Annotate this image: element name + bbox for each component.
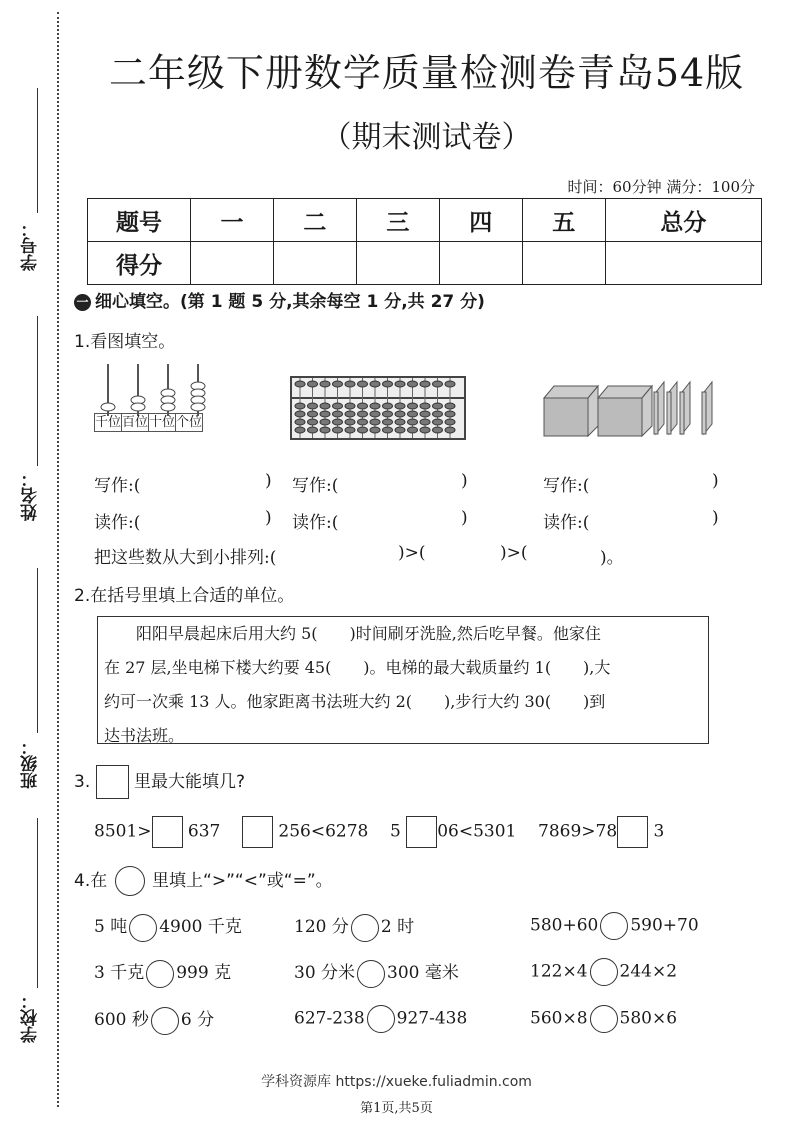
q2-line: 在 27 层,坐电梯下楼大约要 45( )。电梯的最大载质量约 1( ),大 — [104, 658, 611, 677]
q4-title — [74, 866, 333, 896]
write-blank-1[interactable]: 写作:( — [94, 476, 141, 496]
page-title: 二年级下册数学质量检测卷青岛54版 — [108, 51, 745, 95]
q4-answer-circle[interactable] — [351, 914, 379, 942]
score-cell[interactable] — [356, 242, 439, 285]
q3-answer-box[interactable] — [617, 816, 648, 848]
q2-title: 2.在括号里填上合适的单位。 — [74, 586, 295, 606]
q4-left-expr: 580+60 — [530, 915, 599, 936]
q4-left-expr: 120 分 — [294, 917, 349, 937]
q2-line: 达书法班。 — [104, 726, 185, 745]
q4-left-expr: 560×8 — [530, 1008, 588, 1029]
school-line — [37, 818, 38, 988]
q4-compare-item — [94, 958, 231, 988]
q4-answer-circle[interactable] — [590, 1005, 618, 1033]
score-header-cell: 五 — [522, 199, 605, 242]
base-ten-blocks-figure — [542, 378, 727, 438]
read-blank-2[interactable]: 读作:( — [292, 513, 339, 533]
read-blank-1[interactable]: 读作:( — [94, 513, 141, 533]
q4-left-expr: 122×4 — [530, 961, 588, 982]
score-cell[interactable] — [191, 242, 274, 285]
footer-link[interactable]: 学科资源库 https://xueke.fuliadmin.com — [261, 1074, 532, 1090]
q3-item-left: 5 — [390, 821, 401, 842]
q4-right-expr: 2 时 — [380, 917, 415, 937]
q3-answer-box[interactable] — [242, 816, 273, 848]
q4-answer-circle[interactable] — [357, 960, 385, 988]
score-cell[interactable] — [439, 242, 522, 285]
order-mid-2: )>( — [500, 543, 528, 563]
q4-left-expr: 30 分米 — [294, 963, 356, 983]
q3-item-right: 256<6278 — [278, 821, 369, 842]
q3-item-right: 3 — [653, 821, 665, 842]
q3-item-right: 06<5301 — [437, 821, 517, 842]
q4-number: 4.在 — [74, 871, 108, 891]
q4-compare-item — [94, 1005, 214, 1035]
section-heading-text: 细心填空。(第 1 题 5 分,其余每空 1 分,共 27 分) — [95, 292, 485, 312]
q4-right-expr: 6 分 — [180, 1010, 215, 1030]
q3-answer-box[interactable] — [152, 816, 183, 848]
score-header-cell: 一 — [191, 199, 274, 242]
q4-compare-item — [530, 958, 677, 986]
page-subtitle: （期末测试卷） — [321, 120, 532, 155]
q4-right-expr: 300 毫米 — [387, 963, 459, 983]
q4-left-expr: 3 千克 — [94, 963, 145, 983]
q3-title — [74, 765, 245, 799]
q4-right-expr: 927-438 — [396, 1008, 468, 1029]
q4-compare-item — [94, 912, 242, 942]
binding-dotted-line — [57, 12, 59, 1107]
score-cell[interactable] — [522, 242, 605, 285]
q3-title-text: 里最大能填几? — [134, 772, 246, 792]
school-label: 学校： — [21, 992, 41, 1043]
q2-passage-box — [97, 616, 709, 744]
write-blank-3[interactable]: 写作:( — [543, 476, 590, 496]
student-id-label: 学号： — [21, 220, 41, 271]
score-header-cell: 三 — [356, 199, 439, 242]
q4-answer-circle[interactable] — [151, 1007, 179, 1035]
q1-title: 1.看图填空。 — [74, 332, 176, 352]
score-row-label: 得分 — [88, 242, 191, 285]
name-line — [37, 316, 38, 466]
q4-compare-item — [294, 958, 459, 988]
q2-line: 约可一次乘 13 人。他家距离书法班大约 2( ),步行大约 30( )到 — [104, 692, 606, 711]
class-label: 班级： — [21, 738, 41, 789]
q3-item-left: 7869>78 — [538, 821, 618, 842]
q4-compare-item — [294, 1005, 467, 1033]
q4-answer-circle[interactable] — [600, 912, 628, 940]
read-close-2: ) — [461, 508, 468, 528]
q2-line: 阳阳早晨起床后用大约 5( )时间刷牙洗脸,然后吃早餐。他家住 — [104, 624, 601, 643]
score-table — [87, 198, 762, 285]
score-header-cell: 四 — [439, 199, 522, 242]
place-label-hundreds: 百位 — [122, 415, 149, 430]
write-close-2: ) — [461, 471, 468, 491]
score-cell[interactable] — [273, 242, 356, 285]
write-close-3: ) — [712, 471, 719, 491]
score-header-cell: 总分 — [605, 199, 761, 242]
q3-answer-box[interactable] — [406, 816, 437, 848]
name-label: 姓名： — [21, 470, 41, 521]
score-cell[interactable] — [605, 242, 761, 285]
q4-compare-item — [294, 912, 414, 942]
q4-left-expr: 600 秒 — [94, 1010, 149, 1030]
place-label-thousands: 千位 — [95, 415, 122, 430]
order-mid-1: )>( — [398, 543, 426, 563]
q3-item-right: 637 — [187, 821, 221, 842]
q4-right-expr: 580×6 — [619, 1008, 678, 1029]
counting-frame-figure — [92, 360, 222, 416]
q4-answer-circle[interactable] — [129, 914, 157, 942]
place-value-labels — [94, 413, 203, 432]
q4-right-expr: 244×2 — [619, 961, 678, 982]
class-line — [37, 568, 38, 733]
q4-compare-item — [530, 912, 699, 940]
q4-right-expr: 4900 千克 — [159, 917, 242, 937]
q4-answer-circle[interactable] — [367, 1005, 395, 1033]
write-blank-2[interactable]: 写作:( — [292, 476, 339, 496]
q3-item-left: 8501> — [94, 821, 152, 842]
read-blank-3[interactable]: 读作:( — [543, 513, 590, 533]
q3-items — [94, 816, 734, 848]
q4-left-expr: 627-238 — [294, 1008, 365, 1029]
q4-compare-item — [530, 1005, 677, 1033]
exam-meta: 时间：60分钟 满分：100分 — [567, 178, 755, 196]
place-label-tens: 十位 — [149, 415, 176, 430]
read-close-3: ) — [712, 508, 719, 528]
blank-square-icon — [96, 765, 129, 799]
blank-circle-icon — [115, 866, 145, 896]
score-header-cell: 二 — [273, 199, 356, 242]
page-number: 第1页,共5页 — [360, 1101, 433, 1116]
section-badge: 一 — [74, 294, 91, 311]
q4-right-expr: 999 克 — [176, 963, 232, 983]
q4-title-text: 里填上“>”“<”或“=”。 — [152, 871, 333, 891]
q4-right-expr: 590+70 — [630, 915, 699, 936]
place-label-ones: 个位 — [176, 415, 203, 430]
q4-answer-circle[interactable] — [146, 960, 174, 988]
score-header-cell: 题号 — [88, 199, 191, 242]
student-id-line — [37, 88, 38, 213]
abacus-figure — [290, 376, 466, 440]
order-end: )。 — [600, 548, 624, 568]
section-heading — [74, 287, 485, 312]
write-close-1: ) — [265, 471, 272, 491]
order-prefix: 把这些数从大到小排列:( — [94, 548, 277, 568]
read-close-1: ) — [265, 508, 272, 528]
q3-number: 3. — [74, 772, 91, 792]
q4-left-expr: 5 吨 — [94, 917, 128, 937]
q4-answer-circle[interactable] — [590, 958, 618, 986]
